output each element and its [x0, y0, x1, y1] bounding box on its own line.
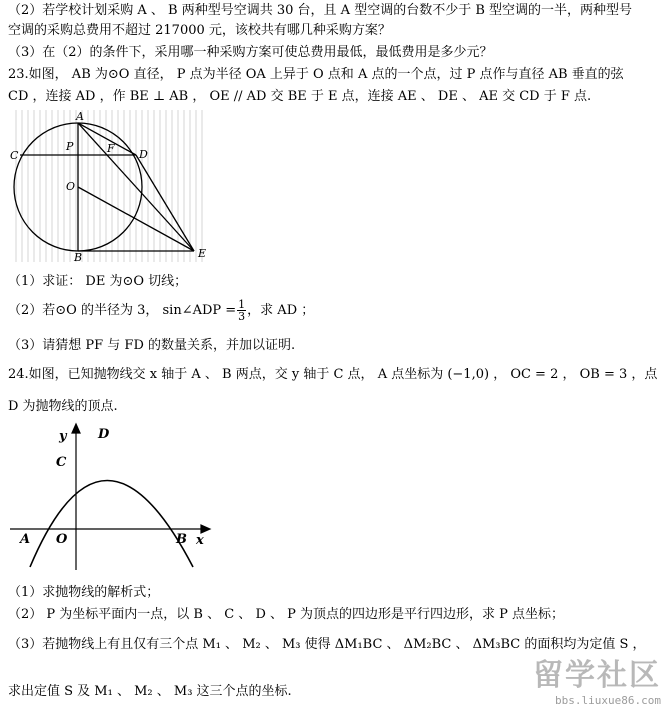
q24-part2: （2） P 为坐标平面内一点，以 B 、 C 、 D 、 P 为顶点的四边形是平行四边形，求 P 点坐标； [8, 607, 565, 622]
q24-stem-line1: 24.如图，已知抛物线交 x 轴于 A 、 B 两点，交 y 轴于 C 点， A 点坐标为 (−1,0) ， OC = 2 ， OB = 3 ，点 [8, 367, 658, 382]
label-c: C [56, 455, 67, 470]
q24-part3-cont: 求出定值 S 及 M₁ 、 M₂ 、 M₃ 这三个点的坐标. [8, 684, 292, 699]
q22-part2-line1: （2）若学校计划采购 A 、 B 两种型号空调共 30 台，且 A 型空调的台数不少于 B 型空调的一半，两种型号 [8, 3, 633, 18]
y-axis-arrow [72, 424, 80, 433]
q24-part1: （1）求抛物线的解析式； [8, 585, 160, 600]
q22-part2-line2: 空调的采购总费用不超过 217000 元，该校共有哪几种采购方案？ [8, 23, 391, 38]
fraction-one-third: $\frac{1}{3}$ [238, 298, 246, 323]
watermark-logo: 留学社区 [533, 658, 661, 693]
q23-part2 [8, 299, 314, 322]
label-a: A [76, 110, 84, 123]
q23-part2-tail: ，求 AD ； [247, 303, 315, 318]
q23-stem-line1: 23.如图， AB 为⊙O 直径， P 点为半径 OA 上异于 O 点和 A 点的一个点，过 P 点作与直径 AB 垂直的弦 [8, 67, 624, 82]
q23-part1: （1）求证： DE 为⊙O 切线； [8, 274, 188, 289]
circle-figure [8, 110, 213, 262]
label-e: E [198, 247, 207, 260]
label-c: C [10, 149, 19, 162]
label-p: P [66, 140, 74, 153]
watermark-url: bbs.liuxue86.com [555, 694, 661, 707]
label-x: x [196, 533, 204, 548]
q24-part3: （3）若抛物线上有且仅有三个点 M₁ 、 M₂ 、 M₃ 使得 ΔM₁BC 、 ΔM₂BC 、 ΔM₃BC 的面积均为定值 S ， [8, 637, 646, 652]
q23-part2-text: （2）若⊙O 的半径为 3， sin∠ADP = [8, 303, 237, 318]
segment-de [136, 155, 194, 251]
parabola-curve [30, 481, 193, 568]
label-o: O [66, 180, 76, 193]
x-axis-arrow [201, 525, 210, 533]
q23-part3: （3）请猜想 PF 与 FD 的数量关系，并加以证明. [8, 338, 296, 353]
q23-stem-line2: CD ，连接 AD ，作 BE ⊥ AB ， OE // AD 交 BE 于 E 点，连接 AE 、 DE 、 AE 交 CD 于 F 点. [8, 89, 592, 104]
q22-part3: （3）在（2）的条件下，采用哪一种采购方案可使总费用最低，最低费用是多少元？ [8, 45, 493, 60]
label-d: D [98, 427, 110, 442]
label-o: O [56, 532, 68, 547]
watermark [533, 650, 661, 707]
label-b: B [176, 532, 187, 547]
label-a: A [20, 532, 31, 547]
label-f: F [107, 142, 115, 155]
q24-stem-line2: D 为抛物线的顶点. [8, 399, 118, 414]
label-d: D [139, 148, 148, 161]
label-y: y [59, 429, 67, 444]
label-b: B [74, 251, 83, 262]
parabola-figure [8, 422, 213, 572]
